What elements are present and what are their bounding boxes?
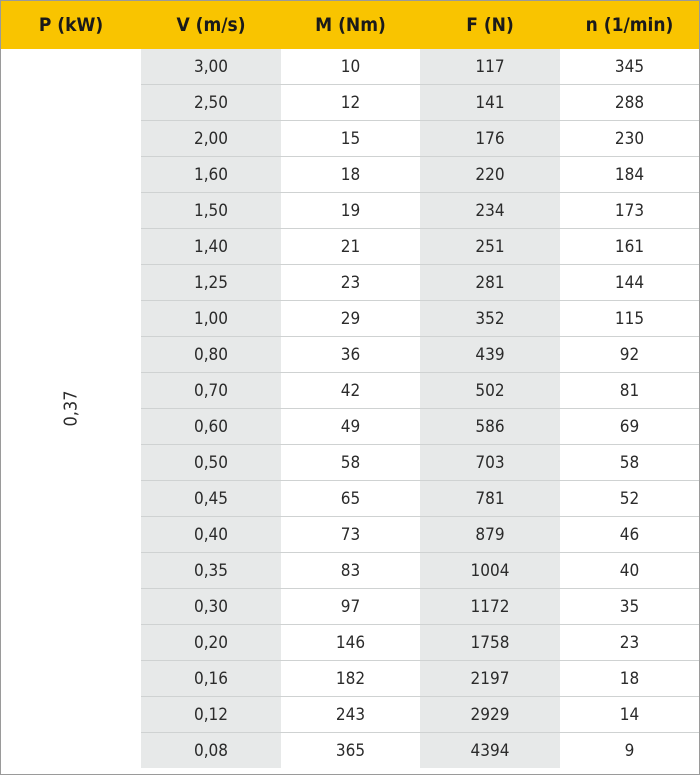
header-power: P (kW) (1, 1, 141, 49)
cell-force: 220 (420, 157, 560, 193)
cell-rpm: 92 (560, 337, 699, 373)
cell-force: 2197 (420, 661, 560, 697)
cell-torque: 36 (281, 337, 420, 373)
cell-torque: 83 (281, 553, 420, 589)
cell-rpm: 230 (560, 121, 699, 157)
cell-speed: 0,08 (141, 733, 281, 769)
cell-speed: 0,20 (141, 625, 281, 661)
cell-rpm: 161 (560, 229, 699, 265)
cell-force: 502 (420, 373, 560, 409)
cell-rpm: 81 (560, 373, 699, 409)
cell-rpm: 288 (560, 85, 699, 121)
cell-torque: 18 (281, 157, 420, 193)
cell-rpm: 69 (560, 409, 699, 445)
cell-torque: 243 (281, 697, 420, 733)
header-force: F (N) (420, 1, 560, 49)
spec-table (1, 1, 699, 768)
cell-speed: 0,12 (141, 697, 281, 733)
cell-torque: 12 (281, 85, 420, 121)
cell-rpm: 14 (560, 697, 699, 733)
cell-rpm: 58 (560, 445, 699, 481)
cell-force: 781 (420, 481, 560, 517)
cell-torque: 365 (281, 733, 420, 769)
cell-speed: 1,40 (141, 229, 281, 265)
header-speed: V (m/s) (141, 1, 281, 49)
cell-force: 1004 (420, 553, 560, 589)
table-body (1, 49, 699, 768)
cell-force: 281 (420, 265, 560, 301)
cell-torque: 29 (281, 301, 420, 337)
cell-force: 352 (420, 301, 560, 337)
cell-rpm: 46 (560, 517, 699, 553)
cell-speed: 0,80 (141, 337, 281, 373)
power-value: 0,37 (60, 390, 82, 427)
cell-speed: 0,40 (141, 517, 281, 553)
cell-speed: 0,45 (141, 481, 281, 517)
cell-rpm: 173 (560, 193, 699, 229)
cell-speed: 1,60 (141, 157, 281, 193)
cell-speed: 1,50 (141, 193, 281, 229)
cell-speed: 0,60 (141, 409, 281, 445)
cell-rpm: 23 (560, 625, 699, 661)
cell-speed: 0,35 (141, 553, 281, 589)
cell-force: 2929 (420, 697, 560, 733)
cell-torque: 23 (281, 265, 420, 301)
cell-force: 1172 (420, 589, 560, 625)
cell-force: 176 (420, 121, 560, 157)
cell-force: 4394 (420, 733, 560, 769)
table-header (1, 1, 699, 49)
cell-speed: 2,50 (141, 85, 281, 121)
cell-force: 439 (420, 337, 560, 373)
header-row (1, 1, 699, 49)
table-row (1, 49, 699, 85)
cell-torque: 73 (281, 517, 420, 553)
cell-torque: 182 (281, 661, 420, 697)
cell-speed: 2,00 (141, 121, 281, 157)
cell-torque: 49 (281, 409, 420, 445)
cell-rpm: 52 (560, 481, 699, 517)
cell-torque: 19 (281, 193, 420, 229)
cell-power (1, 49, 141, 768)
cell-torque: 21 (281, 229, 420, 265)
cell-rpm: 345 (560, 49, 699, 85)
cell-force: 141 (420, 85, 560, 121)
cell-torque: 65 (281, 481, 420, 517)
cell-rpm: 18 (560, 661, 699, 697)
cell-force: 1758 (420, 625, 560, 661)
cell-rpm: 35 (560, 589, 699, 625)
cell-torque: 10 (281, 49, 420, 85)
cell-speed: 0,30 (141, 589, 281, 625)
cell-torque: 58 (281, 445, 420, 481)
cell-speed: 0,16 (141, 661, 281, 697)
cell-force: 586 (420, 409, 560, 445)
header-torque: M (Nm) (281, 1, 420, 49)
cell-torque: 15 (281, 121, 420, 157)
cell-rpm: 184 (560, 157, 699, 193)
cell-torque: 146 (281, 625, 420, 661)
cell-force: 251 (420, 229, 560, 265)
header-rpm: n (1/min) (560, 1, 699, 49)
cell-force: 117 (420, 49, 560, 85)
cell-rpm: 115 (560, 301, 699, 337)
cell-speed: 3,00 (141, 49, 281, 85)
cell-rpm: 40 (560, 553, 699, 589)
cell-force: 879 (420, 517, 560, 553)
cell-rpm: 9 (560, 733, 699, 769)
cell-speed: 1,25 (141, 265, 281, 301)
cell-torque: 97 (281, 589, 420, 625)
cell-speed: 1,00 (141, 301, 281, 337)
cell-force: 703 (420, 445, 560, 481)
cell-rpm: 144 (560, 265, 699, 301)
cell-speed: 0,50 (141, 445, 281, 481)
cell-torque: 42 (281, 373, 420, 409)
cell-force: 234 (420, 193, 560, 229)
cell-speed: 0,70 (141, 373, 281, 409)
